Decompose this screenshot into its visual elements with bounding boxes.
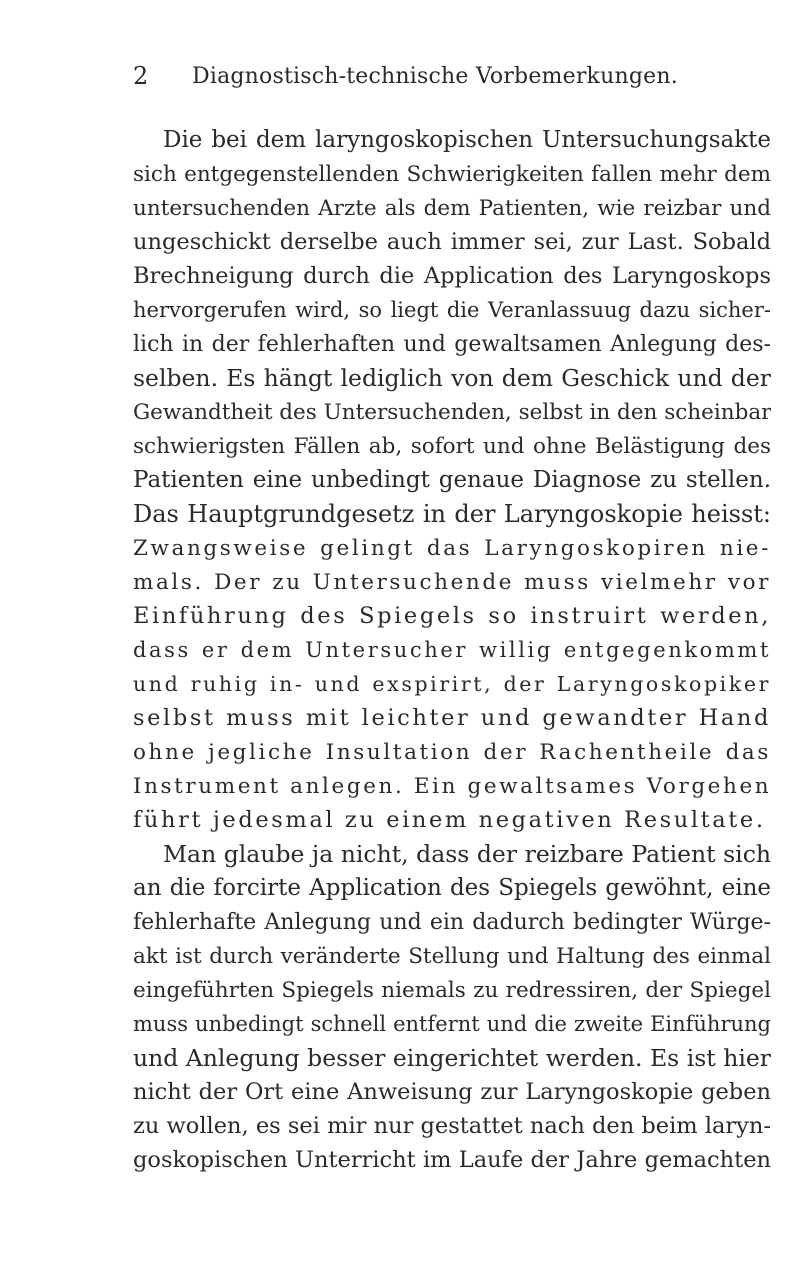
text-line: akt ist durch veränderte Stellung und Haltung des einmal — [133, 944, 771, 969]
page-header — [133, 62, 773, 96]
text-line: eingeführten Spiegels niemals zu redressiren, der Spiegel — [133, 978, 771, 1003]
text-line: selben. Es hängt lediglich von dem Geschick und der — [133, 364, 771, 392]
text-line: muss unbedingt schnell entfernt und die zweite Einführung — [133, 1012, 771, 1036]
text-line: Das Hauptgrundgesetz in der Laryngoskopie heisst: — [133, 500, 771, 528]
text-line-emphasis: Einführung des Spiegels so instruirt werden, — [133, 603, 771, 629]
text-line-emphasis: Instrument anlegen. Ein gewaltsames Vorgehen — [133, 774, 771, 799]
text-line: ungeschickt derselbe auch immer sei, zur Last. Sobald — [133, 229, 771, 255]
text-line-emphasis: ohne jegliche Insultation der Rachentheile das — [133, 740, 771, 765]
text-line: hervorgerufen wird, so liegt die Veranlassuug dazu sicher- — [133, 298, 771, 322]
running-head: Diagnostisch-technische Vorbemerkungen. — [192, 64, 678, 89]
text-line: Brechneigung durch die Application des Laryngoskops — [133, 263, 771, 289]
text-line-emphasis: selbst muss mit leichter und gewandter Hand — [133, 705, 771, 731]
page-number: 2 — [133, 62, 149, 90]
text-line: zu wollen, es sei mir nur gestattet nach den beim laryn- — [133, 1113, 771, 1139]
text-line: untersuchenden Arzte als dem Patienten, wie reizbar und — [133, 196, 771, 221]
text-line: Patienten eine unbedingt genaue Diagnose zu stellen. — [133, 467, 771, 493]
text-line: goskopischen Unterricht im Laufe der Jahre gemachten — [133, 1147, 771, 1173]
text-line-emphasis: Zwangsweise gelingt das Laryngoskopiren nie- — [133, 536, 771, 561]
text-line: lich in der fehlerhaften und gewaltsamen Anlegung des- — [133, 332, 771, 357]
text-line: Man glaube ja nicht, dass der reizbare Patient sich — [163, 840, 771, 868]
text-line: Gewandtheit des Untersuchenden, selbst in den scheinbar — [133, 400, 771, 425]
text-line-emphasis: dass er dem Untersucher willig entgegenkommt — [133, 638, 771, 662]
text-line: schwierigsten Fällen ab, sofort und ohne Belästigung des — [133, 434, 771, 459]
text-line: Die bei dem laryngoskopischen Untersuchungsakte — [163, 127, 771, 153]
text-line-emphasis: und ruhig in- und exspirirt, der Laryngoskopiker — [133, 672, 771, 696]
text-line: sich entgegenstellenden Schwierigkeiten fallen mehr dem — [133, 162, 771, 187]
text-line-emphasis: führt jedesmal zu einem negativen Resultate. — [133, 807, 766, 833]
text-line: und Anlegung besser eingerichtet werden. Es ist hier — [133, 1044, 771, 1072]
text-line-emphasis: mals. Der zu Untersuchende muss vielmehr vor — [133, 570, 771, 595]
text-line: an die forcirte Application des Spiegels gewöhnt, eine — [133, 875, 771, 901]
text-line: fehlerhafte Anlegung und ein dadurch bedingter Würge- — [133, 910, 771, 935]
text-line: nicht der Ort eine Anweisung zur Laryngoskopie geben — [133, 1079, 771, 1105]
